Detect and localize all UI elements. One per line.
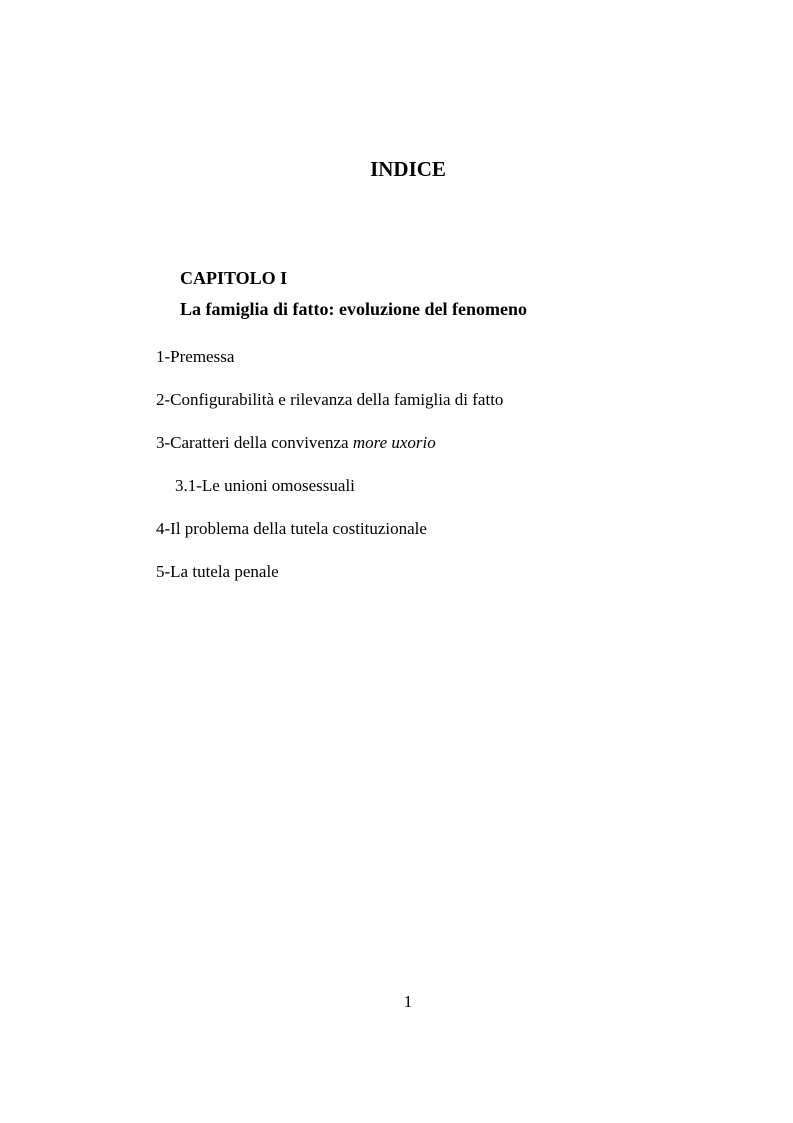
toc-entry-3-text: 3-Caratteri della convivenza bbox=[156, 433, 353, 452]
toc-entry-4: 4-Il problema della tutela costituzionale bbox=[156, 519, 427, 538]
toc-entry-2: 2-Configurabilità e rilevanza della famiglia di fatto bbox=[156, 390, 504, 409]
toc-entry-1: 1-Premessa bbox=[156, 347, 235, 366]
chapter-title: La famiglia di fatto: evoluzione del fenomeno bbox=[180, 299, 527, 319]
toc-entry-3 bbox=[156, 432, 436, 454]
toc-subentry-3-1: 3.1-Le unioni omosessuali bbox=[175, 476, 355, 495]
toc-entry-3-italic: more uxorio bbox=[352, 433, 436, 452]
page-title: INDICE bbox=[370, 157, 446, 181]
toc-entry-5: 5-La tutela penale bbox=[156, 562, 279, 581]
page-number: 1 bbox=[403, 992, 413, 1011]
chapter-number: CAPITOLO I bbox=[180, 268, 288, 288]
